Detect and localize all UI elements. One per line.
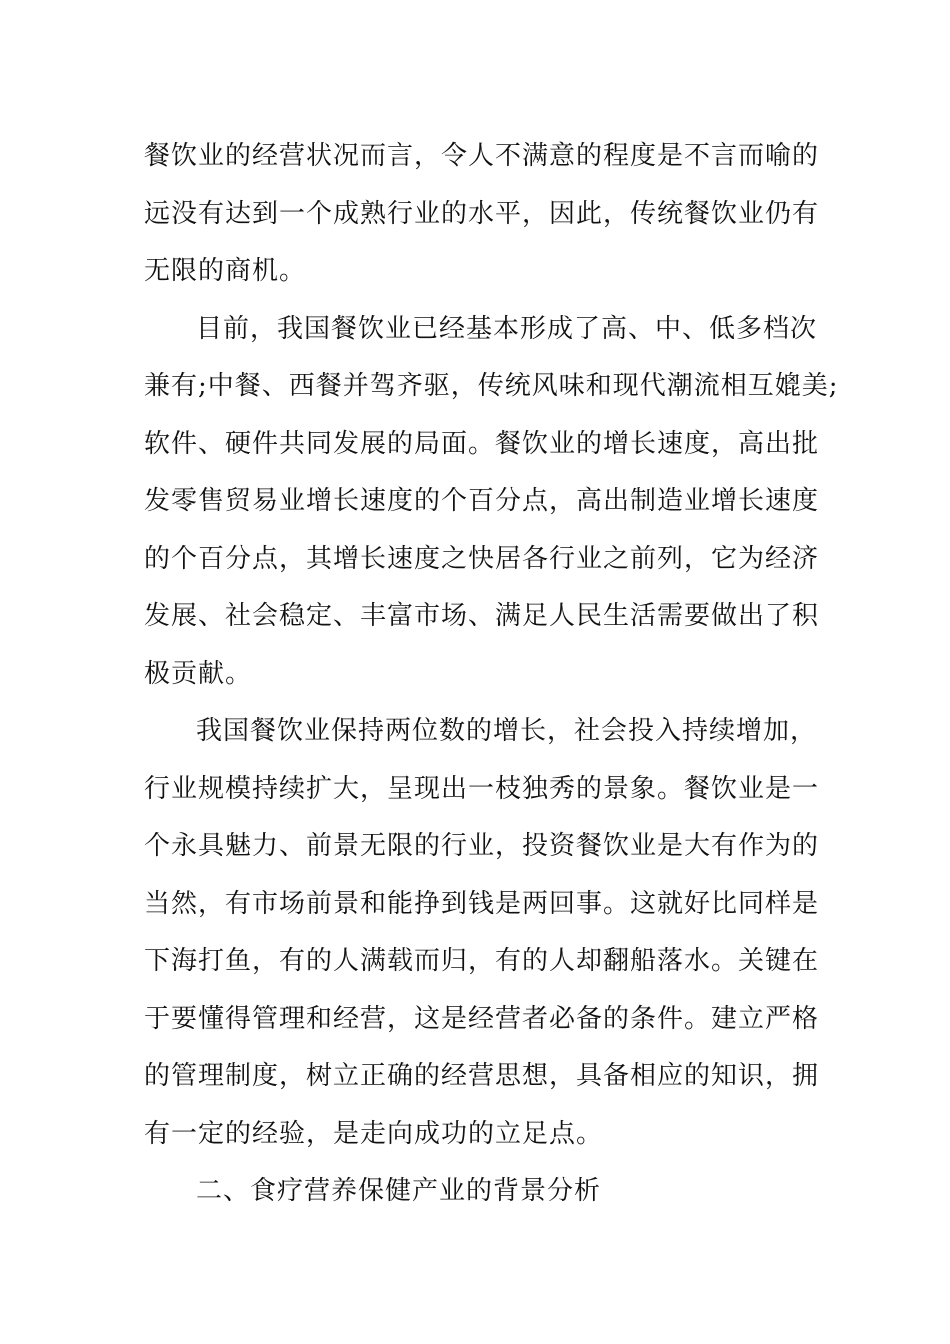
- section-heading: [144, 1163, 824, 1221]
- text-line: 于要懂得管理和经营，这是经营者必备的条件。建立严格: [144, 1003, 820, 1034]
- text-line: 餐饮业的经营状况而言，令人不满意的程度是不言而喻的: [144, 141, 820, 171]
- text-line: 当然，有市场前景和能挣到钱是两回事。这就好比同样是: [144, 888, 820, 919]
- document-body: [144, 128, 839, 1221]
- text-line: 下海打鱼，有的人满载而归，有的人却翻船落水。关键在: [144, 946, 820, 976]
- paragraph-industry-status: [144, 301, 839, 704]
- text-line: 远没有达到一个成熟行业的水平，因此，传统餐饮业仍有: [144, 198, 820, 229]
- text-line: 发展、社会稳定、丰富市场、满足人民生活需要做出了积: [144, 601, 820, 631]
- text-line: 有一定的经验，是走向成功的立足点。: [144, 1118, 604, 1149]
- text-line: 目前，我国餐饮业已经基本形成了高、中、低多档次: [196, 313, 818, 344]
- section-heading-text: 二、食疗营养保健产业的背景分析: [196, 1176, 602, 1206]
- text-line: 个永具魅力、前景无限的行业，投资餐饮业是大有作为的: [144, 831, 820, 861]
- paragraph-industry-growth: [144, 703, 824, 1163]
- text-line: 的管理制度，树立正确的经营思想，具备相应的知识，拥: [144, 1061, 820, 1091]
- paragraph-continued: [144, 128, 824, 301]
- text-line: 无限的商机。: [144, 256, 307, 286]
- text-line: 我国餐饮业保持两位数的增长，社会投入持续增加，: [196, 716, 818, 746]
- text-line: 发零售贸易业增长速度的个百分点，高出制造业增长速度: [144, 486, 820, 516]
- text-line: 行业规模持续扩大，呈现出一枝独秀的景象。餐饮业是一: [144, 773, 820, 804]
- text-line: 软件、硬件共同发展的局面。餐饮业的增长速度，高出批: [144, 428, 820, 459]
- text-line: 极贡献。: [144, 658, 253, 689]
- text-line: 兼有;中餐、西餐并驾齐驱，传统风味和现代潮流相互媲美;: [144, 371, 839, 401]
- text-line: 的个百分点，其增长速度之快居各行业之前列，它为经济: [144, 543, 820, 574]
